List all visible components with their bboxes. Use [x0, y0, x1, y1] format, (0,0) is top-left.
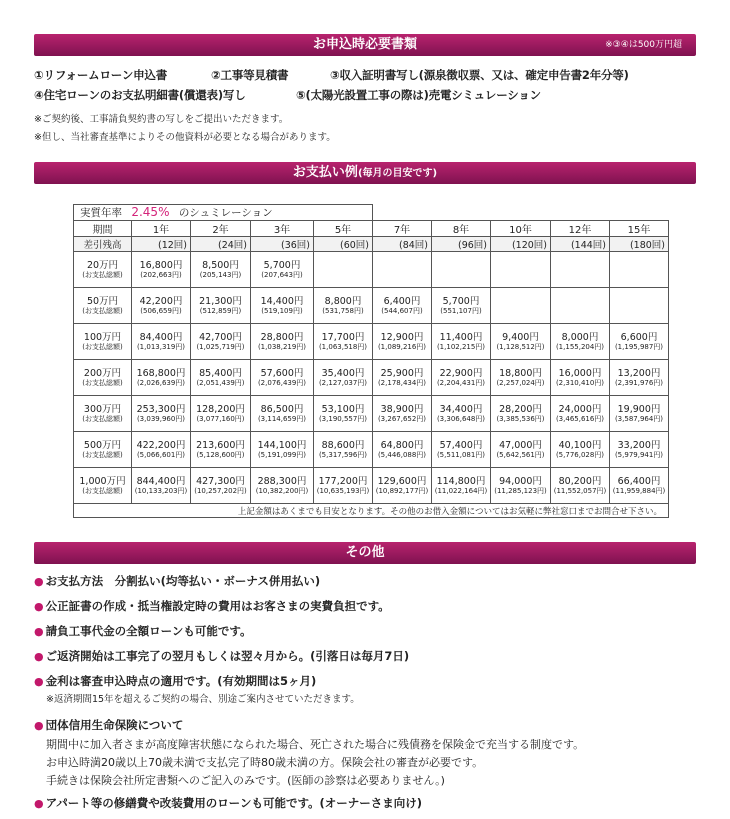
monthly-payment: 42,200円	[139, 295, 183, 307]
total-payment: (2,204,431円)	[436, 378, 486, 387]
payment-cell	[251, 432, 314, 468]
monthly-payment: 86,500円	[260, 403, 304, 415]
total-payment: (506,659円)	[140, 306, 182, 315]
total-payment: (1,025,719円)	[196, 342, 245, 351]
total-payment: (2,076,439円)	[257, 378, 307, 387]
payment-cell	[314, 288, 373, 324]
total-payment: (5,979,941円)	[614, 450, 664, 459]
monthly-payment: 33,200円	[617, 439, 661, 451]
payment-cell	[491, 360, 551, 396]
loan-amount: 1,000万円	[79, 475, 126, 487]
payment-cell	[491, 324, 551, 360]
year-header: 2年	[191, 221, 251, 237]
monthly-payment: 57,600円	[260, 367, 304, 379]
other-item	[34, 573, 320, 589]
loan-amount: 300万円	[83, 403, 122, 415]
payment-cell	[314, 360, 373, 396]
monthly-payment: 47,000円	[499, 439, 542, 451]
rate-cell	[74, 205, 373, 221]
total-payment: (2,257,024円)	[496, 378, 545, 387]
monthly-payment: 8,800円	[324, 295, 362, 307]
payment-cell	[551, 360, 610, 396]
count-header: (12回)	[132, 237, 191, 252]
payment-cell	[191, 396, 251, 432]
loan-amount: 20万円	[86, 259, 119, 271]
monthly-payment: 35,400円	[321, 367, 365, 379]
payment-cell	[373, 432, 432, 468]
monthly-payment: 14,400円	[260, 295, 304, 307]
total-payment: (3,587,964円)	[614, 414, 664, 423]
monthly-payment: 128,200円	[196, 403, 245, 415]
monthly-payment: 21,300円	[199, 295, 242, 307]
payment-cell	[251, 396, 314, 432]
monthly-payment: 53,100円	[321, 403, 365, 415]
monthly-payment: 6,600円	[620, 331, 658, 343]
monthly-payment: 168,800円	[136, 367, 186, 379]
count-header: (24回)	[191, 237, 251, 252]
total-payment: (3,039,960円)	[136, 414, 186, 423]
payment-cell	[432, 360, 491, 396]
monthly-payment: 85,400円	[199, 367, 242, 379]
total-payment: (3,114,659円)	[257, 414, 307, 423]
total-payment: (1,195,987円)	[614, 342, 664, 351]
payment-cell	[251, 288, 314, 324]
total-payment: (10,635,193円)	[316, 486, 370, 495]
payment-cell	[610, 396, 669, 432]
year-header: 10年	[491, 221, 551, 237]
other-item	[34, 795, 422, 811]
loan-amount-cell	[74, 396, 132, 432]
total-payment: (512,859円)	[199, 306, 242, 315]
payment-cell	[132, 324, 191, 360]
payment-cell	[191, 252, 251, 288]
total-payment: (551,107円)	[440, 306, 482, 315]
table-row	[74, 324, 669, 360]
monthly-payment: 213,600円	[196, 439, 245, 451]
count-header: (36回)	[251, 237, 314, 252]
payment-cell	[251, 252, 314, 288]
payment-cell	[191, 360, 251, 396]
payment-cell	[132, 468, 191, 504]
other-item-text: お支払方法 分割払い(均等払い・ボーナス併用払い)	[45, 574, 321, 588]
payment-table	[73, 204, 669, 518]
total-payment: (1,013,319円)	[136, 342, 186, 351]
payment-cell	[551, 288, 610, 324]
total-payment: (1,102,215円)	[436, 342, 486, 351]
monthly-payment: 57,400円	[439, 439, 483, 451]
monthly-payment: 9,400円	[502, 331, 539, 343]
total-payment: (10,892,177円)	[375, 486, 429, 495]
total-payment: (544,607円)	[381, 306, 423, 315]
payment-cell	[491, 396, 551, 432]
payment-cell	[373, 396, 432, 432]
loan-amount: 500万円	[83, 439, 122, 451]
other-item-text: 公正証書の作成・抵当権設定時の費用はお客さまの実費負担です。	[45, 599, 390, 613]
monthly-payment: 129,600円	[377, 475, 427, 487]
bullet-icon: ●	[34, 719, 44, 732]
monthly-payment: 844,400円	[136, 475, 186, 487]
insurance-detail-2: お申込時満20歳以上70歳未満で支払完了時80歳未満の方。保険会社の審査が必要です。	[46, 756, 484, 769]
monthly-payment: 253,300円	[136, 403, 186, 415]
payment-cell	[373, 468, 432, 504]
total-payment: (5,642,561円)	[496, 450, 545, 459]
insurance-detail-3: 手続きは保険会社所定書類へのご記入のみです。(医師の診察は必要ありません。)	[46, 774, 445, 787]
payment-cell	[314, 324, 373, 360]
total-payment: (5,191,099円)	[257, 450, 307, 459]
total-payment: (519,109円)	[261, 306, 303, 315]
monthly-payment: 12,900円	[380, 331, 424, 343]
year-header: 15年	[610, 221, 669, 237]
bullet-icon: ●	[34, 650, 44, 663]
monthly-payment: 17,700円	[321, 331, 365, 343]
monthly-payment: 13,200円	[617, 367, 661, 379]
other-item-note: ※返済期間15年を超えるご契約の場合、別途ご案内させていただきます。	[46, 694, 360, 705]
year-header: 7年	[373, 221, 432, 237]
monthly-payment: 28,800円	[260, 331, 304, 343]
payment-cell	[251, 360, 314, 396]
total-payment: (2,127,037円)	[318, 378, 368, 387]
total-payment: (3,190,557円)	[318, 414, 368, 423]
total-payment: (11,552,057円)	[553, 486, 607, 495]
total-label: (お支払総額)	[82, 270, 123, 279]
table-row	[74, 396, 669, 432]
monthly-payment: 19,900円	[617, 403, 661, 415]
loan-amount-cell	[74, 360, 132, 396]
payment-cell	[432, 324, 491, 360]
monthly-payment: 177,200円	[318, 475, 368, 487]
payment-cell	[314, 468, 373, 504]
payment-cell	[132, 252, 191, 288]
monthly-payment: 11,400円	[439, 331, 483, 343]
monthly-payment: 18,800円	[499, 367, 542, 379]
monthly-payment: 288,300円	[257, 475, 307, 487]
table-row	[74, 360, 669, 396]
total-payment: (1,128,512円)	[496, 342, 545, 351]
total-payment: (5,511,081円)	[436, 450, 486, 459]
total-payment: (2,391,976円)	[614, 378, 664, 387]
monthly-payment: 16,000円	[558, 367, 602, 379]
payment-cell	[432, 396, 491, 432]
payment-cell	[373, 324, 432, 360]
bullet-icon: ●	[34, 600, 44, 613]
payment-cell	[491, 288, 551, 324]
total-payment: (205,143円)	[199, 270, 242, 279]
monthly-payment: 114,800円	[436, 475, 486, 487]
payment-cell	[610, 252, 669, 288]
count-header: (180回)	[610, 237, 669, 252]
loan-amount: 100万円	[83, 331, 122, 343]
other-item-text: ご返済開始は工事完了の翌月もしくは翌々月から。(引落日は毎月7日)	[45, 649, 410, 663]
other-item-text: 請負工事代金の全額ローンも可能です。	[45, 624, 252, 638]
period-label: 期間	[74, 221, 132, 237]
doc-item-1: ①リフォームローン申込書	[34, 68, 168, 82]
monthly-payment: 5,700円	[263, 259, 301, 271]
monthly-payment: 28,200円	[499, 403, 542, 415]
balance-label: 差引残高	[74, 237, 132, 252]
table-row	[74, 288, 669, 324]
required-documents-title: お申込時必要書類	[312, 37, 417, 52]
insurance-detail-1: 期間中に加入者さまが高度障害状態になられた場合、死亡された場合に残債務を保険金で充当する制度です。	[46, 738, 585, 751]
monthly-payment: 427,300円	[196, 475, 245, 487]
payment-cell	[610, 468, 669, 504]
payment-cell	[610, 360, 669, 396]
table-row	[74, 252, 669, 288]
total-label: (お支払総額)	[82, 342, 123, 351]
other-item	[34, 648, 409, 664]
payment-cell	[314, 396, 373, 432]
total-payment: (2,051,439円)	[196, 378, 245, 387]
required-documents-banner	[34, 34, 696, 56]
payment-cell	[251, 324, 314, 360]
loan-amount: 200万円	[83, 367, 122, 379]
count-header: (96回)	[432, 237, 491, 252]
total-payment: (5,776,028円)	[555, 450, 605, 459]
total-payment: (10,133,203円)	[134, 486, 188, 495]
total-payment: (2,178,434円)	[377, 378, 427, 387]
bullet-icon: ●	[34, 625, 44, 638]
doc-item-5: ⑤(太陽光設置工事の際は)売電シミュレーション	[296, 88, 541, 102]
monthly-payment: 94,000円	[499, 475, 542, 487]
monthly-payment: 64,800円	[380, 439, 424, 451]
payment-cell	[314, 252, 373, 288]
monthly-payment: 5,700円	[442, 295, 480, 307]
total-payment: (11,022,164円)	[434, 486, 488, 495]
total-label: (お支払総額)	[82, 450, 123, 459]
loan-amount-cell	[74, 432, 132, 468]
other-item-text: 団体信用生命保険について	[45, 718, 184, 732]
monthly-payment: 422,200円	[136, 439, 186, 451]
payment-example-title	[34, 162, 696, 185]
loan-amount-cell	[74, 324, 132, 360]
doc-note-1: ※ご契約後、工事請負契約書の写しをご提出いただきます。	[34, 114, 289, 125]
total-payment: (1,038,219円)	[257, 342, 307, 351]
table-row	[74, 468, 669, 504]
count-header: (144回)	[551, 237, 610, 252]
payment-example-banner	[34, 162, 696, 184]
other-item	[34, 623, 251, 639]
total-payment: (1,063,518円)	[318, 342, 368, 351]
bullet-icon: ●	[34, 797, 44, 810]
monthly-payment: 38,900円	[380, 403, 424, 415]
payment-cell	[132, 432, 191, 468]
total-payment: (11,959,884円)	[612, 486, 666, 495]
payment-cell	[551, 468, 610, 504]
monthly-payment: 42,700円	[199, 331, 242, 343]
other-item	[34, 598, 390, 614]
monthly-payment: 24,000円	[558, 403, 602, 415]
monthly-payment: 16,800円	[139, 259, 183, 271]
monthly-payment: 25,900円	[380, 367, 424, 379]
total-payment: (1,089,216円)	[377, 342, 427, 351]
other-banner	[34, 542, 696, 564]
payment-cell	[251, 468, 314, 504]
payment-cell	[610, 432, 669, 468]
payment-cell	[551, 324, 610, 360]
payment-cell	[191, 324, 251, 360]
monthly-payment: 88,600円	[321, 439, 365, 451]
payment-cell	[551, 432, 610, 468]
total-payment: (5,066,601円)	[136, 450, 186, 459]
other-item	[34, 673, 316, 689]
total-payment: (5,317,596円)	[318, 450, 368, 459]
total-payment: (531,758円)	[322, 306, 364, 315]
loan-amount-cell	[74, 252, 132, 288]
monthly-payment: 8,000円	[561, 331, 599, 343]
total-payment: (3,077,160円)	[196, 414, 245, 423]
payment-cell	[551, 396, 610, 432]
payment-cell	[191, 288, 251, 324]
payment-cell	[432, 252, 491, 288]
monthly-payment: 144,100円	[257, 439, 307, 451]
payment-cell	[132, 360, 191, 396]
total-label: (お支払総額)	[82, 378, 123, 387]
year-header: 12年	[551, 221, 610, 237]
monthly-payment: 34,400円	[439, 403, 483, 415]
year-header: 5年	[314, 221, 373, 237]
total-label: (お支払総額)	[82, 306, 123, 315]
payment-cell	[491, 432, 551, 468]
monthly-payment: 6,400円	[383, 295, 421, 307]
rate-label: 実質年率	[80, 207, 122, 219]
rate-value: 2.45%	[131, 205, 170, 219]
total-payment: (2,310,410円)	[555, 378, 605, 387]
monthly-payment: 84,400円	[139, 331, 183, 343]
other-item-text: アパート等の修繕費や改装費用のローンも可能です。(オーナーさま向け)	[45, 796, 423, 810]
payment-cell	[132, 288, 191, 324]
doc-item-3: ③収入証明書写し(源泉徴収票、又は、確定申告書2年分等)	[330, 68, 629, 82]
count-header: (120回)	[491, 237, 551, 252]
payment-cell	[314, 432, 373, 468]
other-item-text: 金利は審査申込時点の適用です。(有効期間は5ヶ月)	[45, 674, 317, 688]
monthly-payment: 66,400円	[617, 475, 661, 487]
table-footnote: 上記金額はあくまでも目安となります。その他のお借入金額についてはお気軽に弊社窓口までお問合せ下さい。	[74, 504, 669, 518]
payment-example-heading: お支払い例	[292, 165, 358, 180]
total-payment: (1,155,204円)	[555, 342, 605, 351]
total-payment: (202,663円)	[140, 270, 182, 279]
doc-item-4: ④住宅ローンのお支払明細書(償還表)写し	[34, 88, 246, 102]
payment-cell	[373, 288, 432, 324]
monthly-payment: 22,900円	[439, 367, 483, 379]
payment-cell	[432, 468, 491, 504]
monthly-payment: 8,500円	[202, 259, 239, 271]
year-header: 8年	[432, 221, 491, 237]
table-row	[74, 432, 669, 468]
payment-cell	[610, 288, 669, 324]
total-payment: (3,267,652円)	[377, 414, 427, 423]
bullet-icon: ●	[34, 675, 44, 688]
required-documents-note: ※③④は500万円超	[605, 40, 682, 50]
total-payment: (207,643円)	[261, 270, 303, 279]
payment-example-subtitle: (毎月の目安です)	[357, 168, 438, 179]
loan-amount: 50万円	[86, 295, 119, 307]
total-payment: (3,385,536円)	[496, 414, 545, 423]
year-header: 3年	[251, 221, 314, 237]
payment-cell	[191, 468, 251, 504]
payment-cell	[551, 252, 610, 288]
blank-cell	[373, 205, 669, 221]
payment-cell	[373, 360, 432, 396]
total-payment: (2,026,639円)	[136, 378, 186, 387]
other-item	[34, 717, 183, 733]
total-label: (お支払総額)	[82, 414, 123, 423]
payment-cell	[432, 432, 491, 468]
total-payment: (5,446,088円)	[377, 450, 427, 459]
loan-amount-cell	[74, 468, 132, 504]
total-payment: (3,306,648円)	[436, 414, 486, 423]
bullet-icon: ●	[34, 575, 44, 588]
total-payment: (10,382,200円)	[255, 486, 309, 495]
payment-cell	[491, 252, 551, 288]
total-payment: (11,285,123円)	[494, 486, 547, 495]
payment-cell	[191, 432, 251, 468]
payment-cell	[132, 396, 191, 432]
payment-cell	[491, 468, 551, 504]
monthly-payment: 40,100円	[558, 439, 602, 451]
total-label: (お支払総額)	[82, 486, 123, 495]
payment-cell	[432, 288, 491, 324]
doc-item-2: ②工事等見積書	[211, 68, 289, 82]
payment-cell	[610, 324, 669, 360]
count-header: (60回)	[314, 237, 373, 252]
other-title: その他	[345, 545, 385, 560]
loan-amount-cell	[74, 288, 132, 324]
payment-cell	[373, 252, 432, 288]
monthly-payment: 80,200円	[558, 475, 602, 487]
doc-note-2: ※但し、当社審査基準によりその他資料が必要となる場合があります。	[34, 132, 336, 143]
total-payment: (3,465,616円)	[555, 414, 605, 423]
year-header: 1年	[132, 221, 191, 237]
total-payment: (10,257,202円)	[194, 486, 247, 495]
total-payment: (5,128,600円)	[196, 450, 245, 459]
rate-suffix: のシュミレーション	[178, 207, 273, 219]
count-header: (84回)	[373, 237, 432, 252]
